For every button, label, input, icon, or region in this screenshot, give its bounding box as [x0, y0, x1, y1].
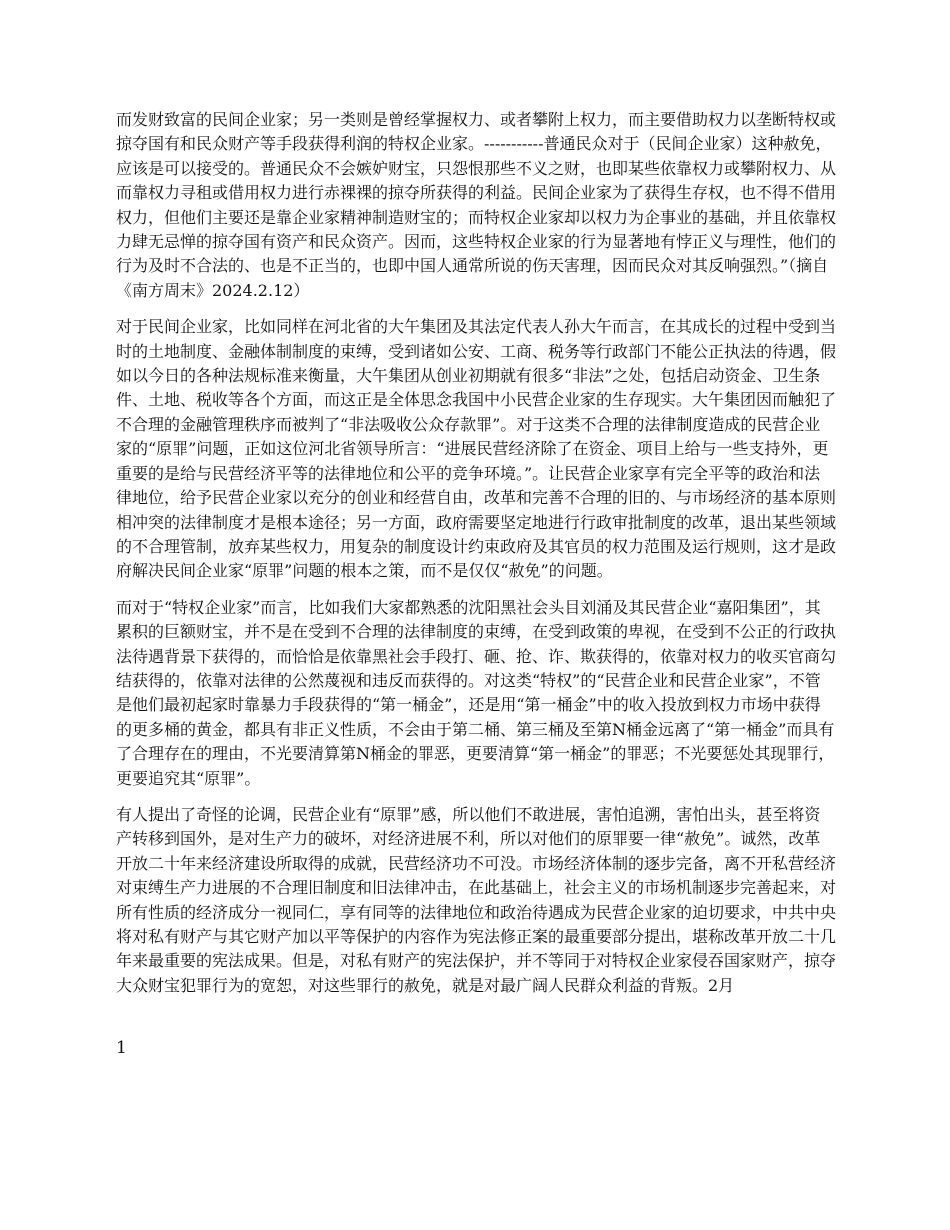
paragraph-4: 有人提出了奇怪的论调，民营企业有“原罪”感，所以他们不敢进展，害怕追溯，害怕出头，甚至将资产转移到国外，是对生产力的破坏，对经济进展不利，所以对他们的原罪要一律“赦免”。诚然，改革开放二十年来经济建设所取得的成就，民营经济功不可没。市场经济体制的逐步完备，离不开私营经济对束缚生产力进展的不合理旧制度和旧法律冲击，在此基础上，社会主义的市场机制逐步完善起来，对所有性质的经济成分一视同仁，享有同等的法律地位和政治待遇成为民营企业家的迫切要求，中共中央将对私有财产与其它财产加以平等保护的内容作为宪法修正案的最重要部分提出，堪称改革开放二十几年来最重要的宪法成果。但是，对私有财产的宪法保护，并不等同于对特权企业家侵吞国家财产，掠夺大众财宝犯罪行为的宽恕，对这些罪行的赦免，就是对最广阔人民群众利益的背叛。2月 — [116, 804, 837, 995]
page-number: 1 — [116, 1038, 127, 1058]
paragraph-3: 而对于“特权企业家”而言，比如我们大家都熟悉的沈阳黑社会头目刘涌及其民营企业“嘉阳集团”，其累积的巨额财宝，并不是在受到不合理的法律制度的束缚，在受到政策的卑视，在受到不公正的行政执法待遇背景下获得的，而恰恰是依靠黑社会手段打、砸、抢、诈、欺获得的，依靠对权力的收买官商勾结获得的，依靠对法律的公然蔑视和违反而获得的。对这类“特权”的“民营企业和民营企业家”，不管是他们最初起家时靠暴力手段获得的“第一桶金”，还是用“第一桶金”中的收入投放到权力市场中获得的更多桶的黄金，都具有非正义性质，不会由于第二桶、第三桶及至第N桶金远离了“第一桶金”而具有了合理存在的理由，不光要清算第N桶金的罪恶，更要清算“第一桶金”的罪恶；不光要惩处其现罪行，更要追究其“原罪”。 — [116, 597, 837, 788]
paragraph-1: 而发财致富的民间企业家；另一类则是曾经掌握权力、或者攀附上权力，而主要借助权力以垄断特权或掠夺国有和民众财产等手段获得利润的特权企业家。-----------普通民众对于（民间企业家）这种赦免，应该是可以接受的。普通民众不会嫉妒财宝，只怨恨那些不义之财，也即某些依靠权力或攀附权力、从而靠权力寻租或借用权力进行赤裸裸的掠夺所获得的利益。民间企业家为了获得生存权，也不得不借用权力，但他们主要还是靠企业家精神制造财宝的；而特权企业家却以权力为企事业的基础，并且依靠权力肆无忌惮的掠夺国有资产和民众资产。因而，这些特权企业家的行为显著地有悖正义与理性，他们的行为及时不合法的、也是不正当的，也即中国人通常所说的伤天害理，因而民众对其反响强烈。”（摘自《南方周末》2024.2.12） — [116, 110, 837, 300]
paragraph-2: 对于民间企业家，比如同样在河北省的大午集团及其法定代表人孙大午而言，在其成长的过程中受到当时的土地制度、金融体制制度的束缚，受到诸如公安、工商、税务等行政部门不能公正执法的待遇，假如以今日的各种法规标准来衡量，大午集团从创业初期就有很多“非法”之处，包括启动资金、卫生条件、土地、税收等各个方面，而这正是全体思念我国中小民营企业家的生存现实。大午集团因而触犯了不合理的金融管理秩序而被判了“非法吸收公众存款罪”。对于这类不合理的法律制度造成的民营企业家的“原罪”问题，正如这位河北省领导所言：“进展民营经济除了在资金、项目上给与一些支持外，更重要的是给与民营经济平等的法律地位和公平的竞争环境。”。让民营企业家享有完全平等的政治和法律地位，给予民营企业家以充分的创业和经营自由，改革和完善不合理的旧的、与市场经济的基本原则相冲突的法律制度才是根本途径；另一方面，政府需要坚定地进行行政审批制度的改革，退出某些领域的不合理管制，放弃某些权力，用复杂的制度设计约束政府及其官员的权力范围及运行规则，这才是政府解决民间企业家“原罪”问题的根本之策，而不是仅仅“赦免”的问题。 — [116, 317, 837, 581]
document-body — [116, 108, 836, 1010]
